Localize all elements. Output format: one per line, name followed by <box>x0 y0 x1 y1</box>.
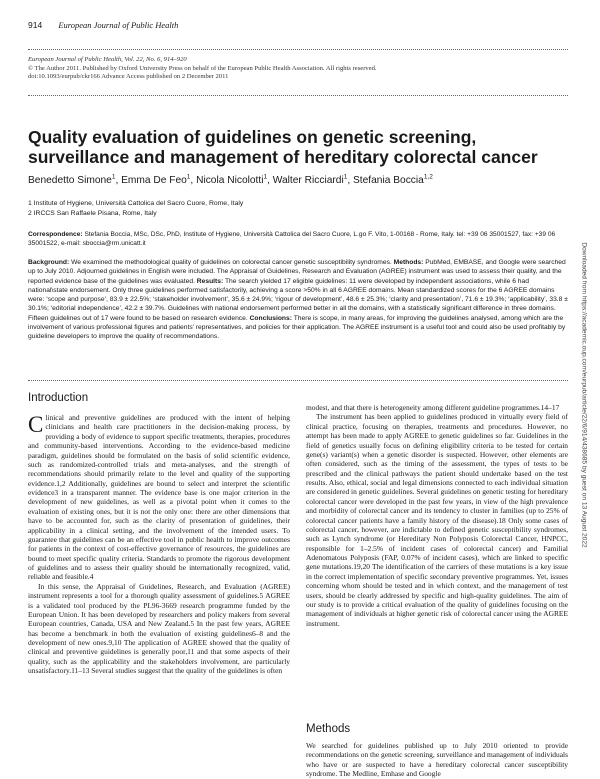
author: Emma De Feo$^1$, <box>121 174 197 187</box>
copyright-line: © The Author 2011. Published by Oxford University Press on behalf of the European Public Health Association. All rights reserved. <box>28 64 377 72</box>
abstract-label: Methods: <box>393 259 424 266</box>
introduction-heading: Introduction <box>28 392 89 404</box>
correspondence-text: Stefania Boccia, MSc, DSc, PhD, Institute of Hygiene, Università Cattolica del Sacro Cuore, L.go F. Vito, 1-00168 - Rome, Italy. tel: +39 06 35001527, fax: +39 06 35001522, e-mail: sboccia@rm.unicatt.it <box>28 231 556 248</box>
paragraph: Clinical and preventive guidelines are produced with the intent of helping clinicians and health care practitioners in the decision-making process, by providing a body of evidence to support specific treatments, therapies, procedures and community-based interventions. According to the evidence-based medicine paradigm, guidelines should be formulated on the basis of solid scientific evidence, such as randomized-controlled trials and meta-analyses, and the strength of recommendations should primarily relate to the level and quality of the supporting evidence.1,2 Additionally, guidelines are bound to select and interpret the scientific evidence3 in a transparent manner. The evidence base is one major criterion in the development of new guidelines, as well as a pivotal point when it comes to the evaluation of existing ones, but it is not the only one: there are other dimensions that have to be accounted for, such as the clarity of presentation of guidelines, their applicability in a clinical setting, and the involvement of the intended users. To guarantee that guidelines can be an effective tool in public health to improve outcomes for patients in the context of cost-effective governance of resources, the guidelines are bound to meet specific quality criteria. Standards to promote the rigorous development of guidelines and to assess their quality should be internationally recognized, valid, reliable and feasible.4 <box>28 412 290 582</box>
download-watermark: Downloaded from https://academic.oup.com/eurpub/article/22/6/914/438685 by guest on 13 August 2022 <box>580 242 588 548</box>
article-title: Quality evaluation of guidelines on genetic screening, surveillance and management of hereditary colorectal cancer <box>28 127 538 167</box>
journal-name: European Journal of Public Health <box>58 20 179 30</box>
abstract: Background: We examined the methodological quality of guidelines on colorectal cancer genetic susceptibility syndromes. Methods: PubMed, EMBASE, and Google were searched up to July 2010. Adjourned guidelines in English were included. The Appraisal of Guidelines, Research and Evaluation (AGREE) instrument was used to assess their quality, and the reported evidence base of the guidelines was evaluated. Results: The search yielded 17 eligible guidelines: 11 were developed by independent associations, while 6 had national\state endorsement. Only three guidelines performed satisfactorily, achieving a score >50% in all 6 AGREE domains. Mean standardized scores for the 6 AGREE domains were: ‘scope and purpose’, 83.9 ± 22.5%; ‘stakeholder involvement’, 35.6 ± 24.9%; ‘rigour of development’, 48.6 ± 25.3%; ‘clarity and presentation’, 71.6 ± 19.3%; ‘applicability’, 33.8 ± 30.1%; ‘editorial independence’, 42.2 ± 39.7%. Guidelines with national endorsement performed better in all the domains, with a statistically significant difference in three domains. Fifteen guidelines out of 17 were found to be based on research evidence. Conclusions: There is scope, in many areas, for improving the guidelines analysed, among which are the involvement of various professional figures and patients’ representatives, and policies for their application. The AGREE instrument is a useful tool and could also be used profitably by guideline developers to improve the quality of recommendations. <box>28 259 568 340</box>
paragraph: modest, and that there is heterogeneity among different guideline programmes.14–17 <box>306 403 560 412</box>
publication-meta <box>28 56 568 82</box>
affiliation: 1 Institute of Hygiene, Università Cattolica del Sacro Cuore, Rome, Italy <box>28 200 244 207</box>
paragraph: In this sense, the Appraisal of Guidelines, Research, and Evaluation (AGREE) instrument represents a tool for a thorough quality assessment of guidelines.5 AGREE is a validated tool produced by the PL96-3669 research programme funded by the European Union. It has been developed by researchers and policy makers from several European countries, Canada, USA and New Zealand.5 In the past few years, AGREE has become a benchmark in both the evaluation of existing guidelines6–8 and the development of new ones.9,10 The application of AGREE showed that the quality of clinical and preventive guidelines is generally poor,11 and that some aspects of their quality, such as the applicability and the stakeholders involvement, are particularly unsatisfactory.11–13 Several studies suggest that the quality of the guidelines is often <box>28 581 290 676</box>
abstract-label: Background: <box>28 259 70 266</box>
running-header <box>28 20 568 30</box>
page-number: 914 <box>28 20 43 30</box>
right-column <box>306 403 568 628</box>
divider <box>28 380 568 381</box>
divider <box>28 95 568 96</box>
author: Nicola Nicolotti$^1$, <box>196 174 273 187</box>
correspondence <box>28 230 568 249</box>
left-column <box>28 413 290 676</box>
methods-column <box>306 741 568 779</box>
author: Walter Ricciardi$^1$, <box>272 174 354 187</box>
citation-line: European Journal of Public Health, Vol. 22, No. 6, 914–920 <box>28 56 187 63</box>
affiliation: 2 IRCCS San Raffaele Pisana, Rome, Italy <box>28 210 157 218</box>
divider <box>28 49 568 50</box>
paragraph: The instrument has been applied to guidelines produced in virtually every field of clinical practice, focusing on therapies, treatments and procedures. However, no attempt has been made to apply AGREE to genetic guidelines so far. Guidelines in the field of genetics usually focus on defining eligibility criteria to be tested for certain gene(s) variant(s) when a genetic disorder is suspected. However, other elements are often considered, such as the timing of the assessment, the types of tests to be prescribed and the clinical pathways the patient should undertake based on the test results. Also, ethical, social and legal dimensions connected to each individual situation are considered in genetic guidelines. Several guidelines on genetic testing for hereditary colorectal cancer were developed in the past few years, in view of the high prevalence and morbidity of colorectal cancer and its tendency to cluster in families (up to 25% of colorectal cancer patients have a family history of the disease).18 Only some cases of colorectal cancer, however, are indictable to defined genetic susceptibility syndromes, such as Lynch syndrome (or Hereditary Non Polyposis Colorectal Cancer, HNPCC, responsible for 1–2.5% of incident cases of colorectal cancer) and Familial Adenomatous Polyposis (FAP, 0.07% of incident cases), which are linked to specific gene mutations.19,20 The identification of the carriers of these mutations is a key issue in the correct implementation of specific secondary preventive programmes. Yet, issues concerning whom should be tested and in which context, and the management of test users, should be clearly addressed by specific and high-quality guidelines. The aim of our study is to provide a critical evaluation of the quality of guidelines focusing on the management of individuals at higher genetic risk of colorectal cancer using the AGREE instrument. <box>306 412 568 628</box>
drop-cap: C <box>28 412 44 437</box>
abstract-label: Results: <box>196 277 224 285</box>
author-list <box>28 174 568 186</box>
affiliations <box>28 199 568 219</box>
author: Benedetto Simone$^1$, <box>28 174 122 187</box>
paragraph: We searched for guidelines published up to July 2010 oriented to provide recommendations on the genetic screening, surveillance and management of individuals who have or are suspected to have a hereditary colorectal cancer susceptibility syndrome. The Medline, Emhase and Google <box>306 741 568 779</box>
abstract-label: Conclusions: <box>249 314 292 322</box>
correspondence-label: Correspondence: <box>28 231 83 238</box>
author: Stefania Boccia$^{1,2}$ <box>353 174 433 187</box>
methods-heading: Methods <box>306 723 351 735</box>
doi-line: doi:10.1093/eurpub/ckr166 Advance Access published on 2 December 2011 <box>28 73 229 81</box>
